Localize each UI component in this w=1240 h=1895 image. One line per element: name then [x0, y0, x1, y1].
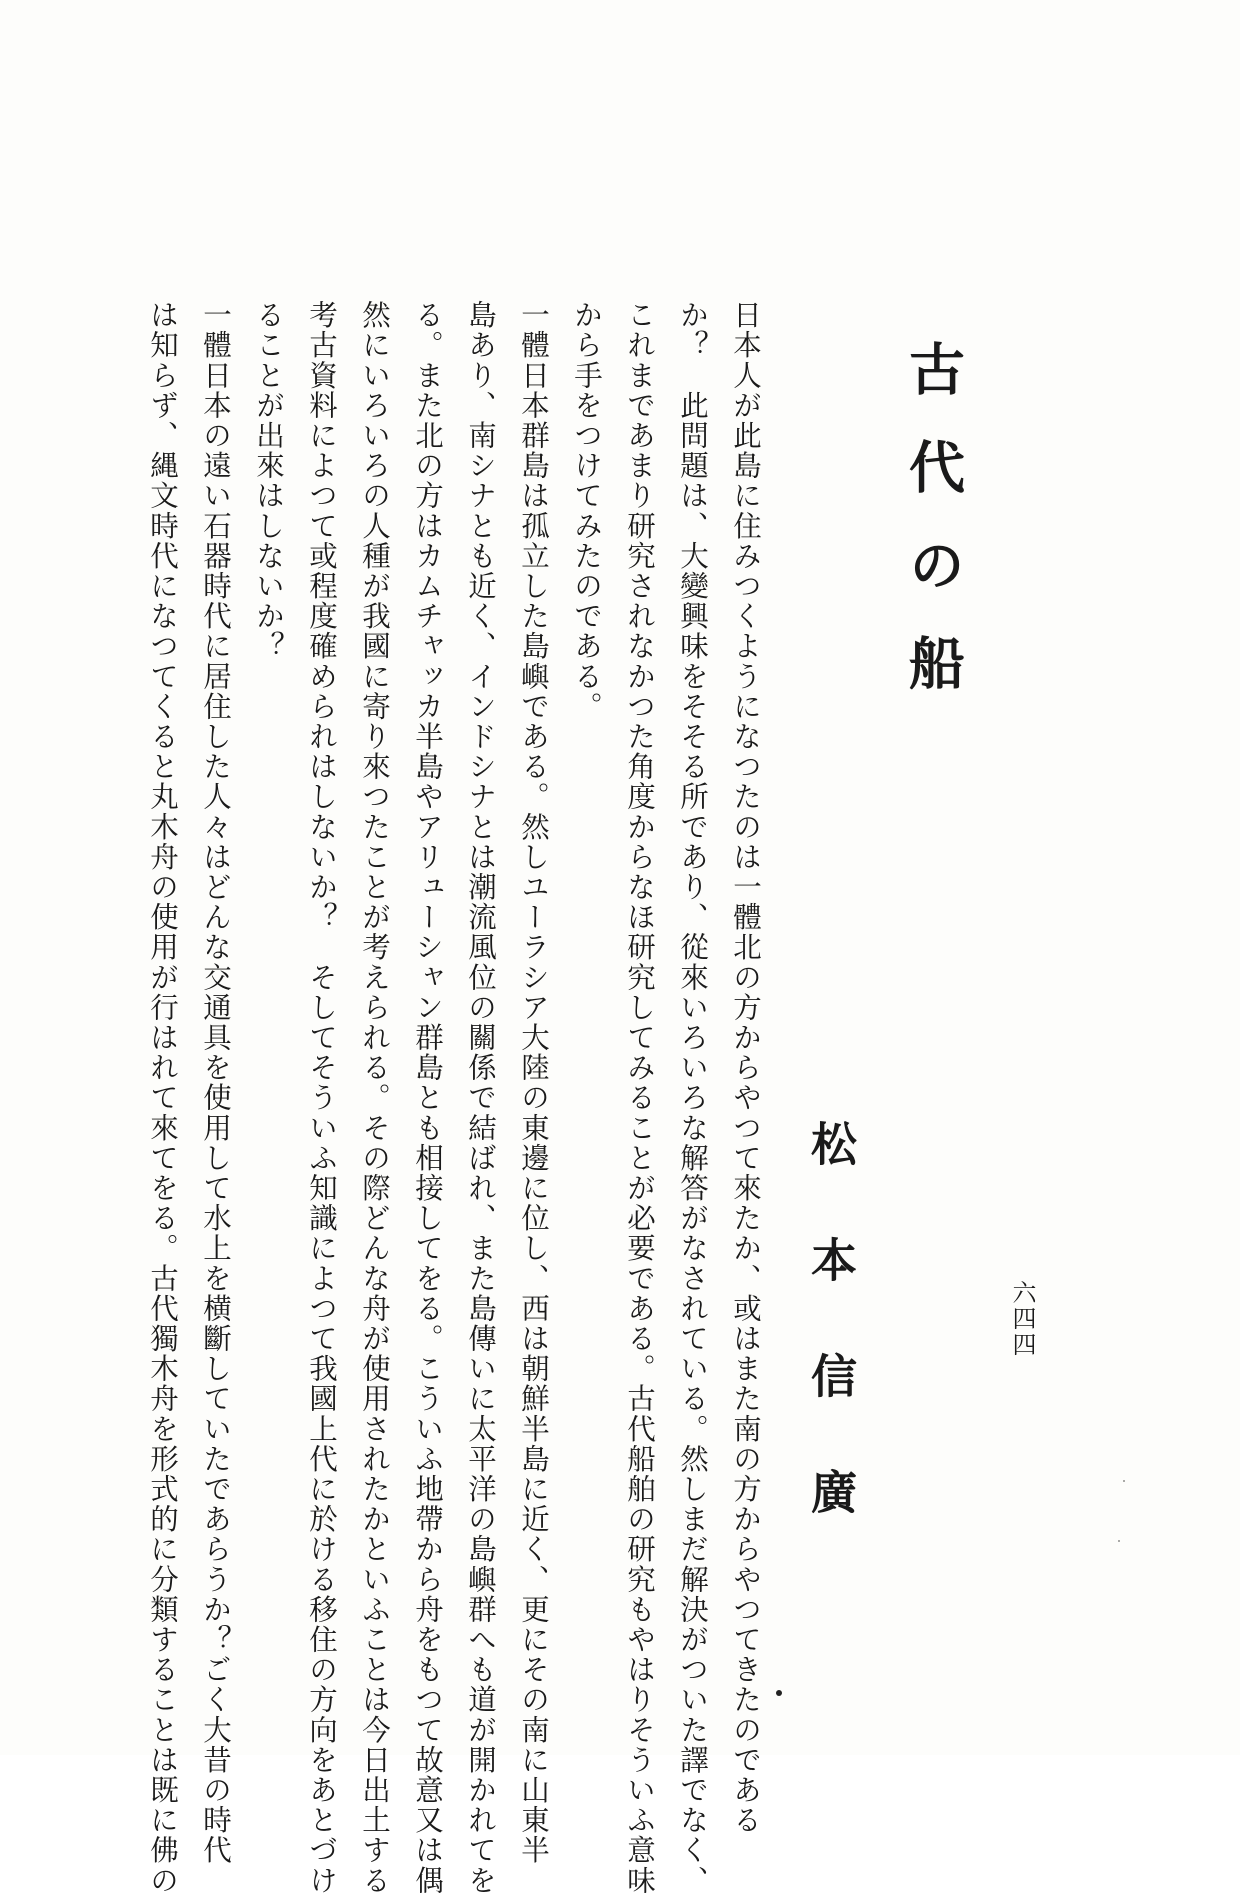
- body-line: は知らず、縄文時代になつてくると丸木舟の使用が行はれて來てをる。古代獨木舟を形式的に分類することは既に佛の: [146, 300, 179, 1895]
- author-name: 松本信廣: [804, 1120, 858, 1584]
- article-title: 古代の船: [900, 340, 966, 732]
- body-line: ることが出來はしないか？: [252, 300, 285, 662]
- body-line: これまであまり研究されなかつた角度からなほ研究してみることが必要である。古代船舶の研究もやはりそういふ意味: [623, 300, 656, 1895]
- body-line: 然にいろいろの人種が我國に寄り來つたことが考えられる。その際どんな舟が使用されたかといふことは今日出土する: [358, 300, 391, 1895]
- body-line: から手をつけてみたのである。: [570, 300, 603, 722]
- body-line: 日本人が此島に住みつくようになつたのは一體北の方からやつて來たか、或はまた南の方からやつてきたのである: [729, 300, 762, 1836]
- body-line: 一體日本群島は孤立した島嶼である。然しユーラシア大陸の東邊に位し、西は朝鮮半島に近く、更にその南に山東半: [517, 300, 550, 1866]
- body-line: 一體日本の遠い石器時代に居住した人々はどんな交通具を使用して水上を横斷していたであらうか？ごく大昔の時代: [199, 300, 232, 1866]
- page-number: 六四四: [1008, 1280, 1036, 1358]
- body-line: 考古資料によつて或程度確められはしないか？ そしてそういふ知識によつて我國上代に於ける移住の方向をあとづけ: [305, 300, 338, 1895]
- body-line: か？ 此問題は、大變興味をそそる所であり、從來いろいろな解答がなされている。然しまだ解決がついた譯でなく、: [676, 300, 709, 1895]
- article-body: [146, 300, 772, 1895]
- ink-speck: [1123, 1480, 1125, 1482]
- ink-speck: [1118, 1540, 1120, 1542]
- body-line: 島あり、南シナとも近く、インドシナとは潮流風位の關係で結ばれ、また島傳いに太平洋の島嶼群へも道が開かれてを: [464, 300, 497, 1895]
- ink-speck: [776, 1690, 782, 1696]
- body-line: る。また北の方はカムチャッカ半島やアリューシャン群島とも相接してをる。こういふ地帶から舟をもつて故意又は偶: [411, 300, 444, 1895]
